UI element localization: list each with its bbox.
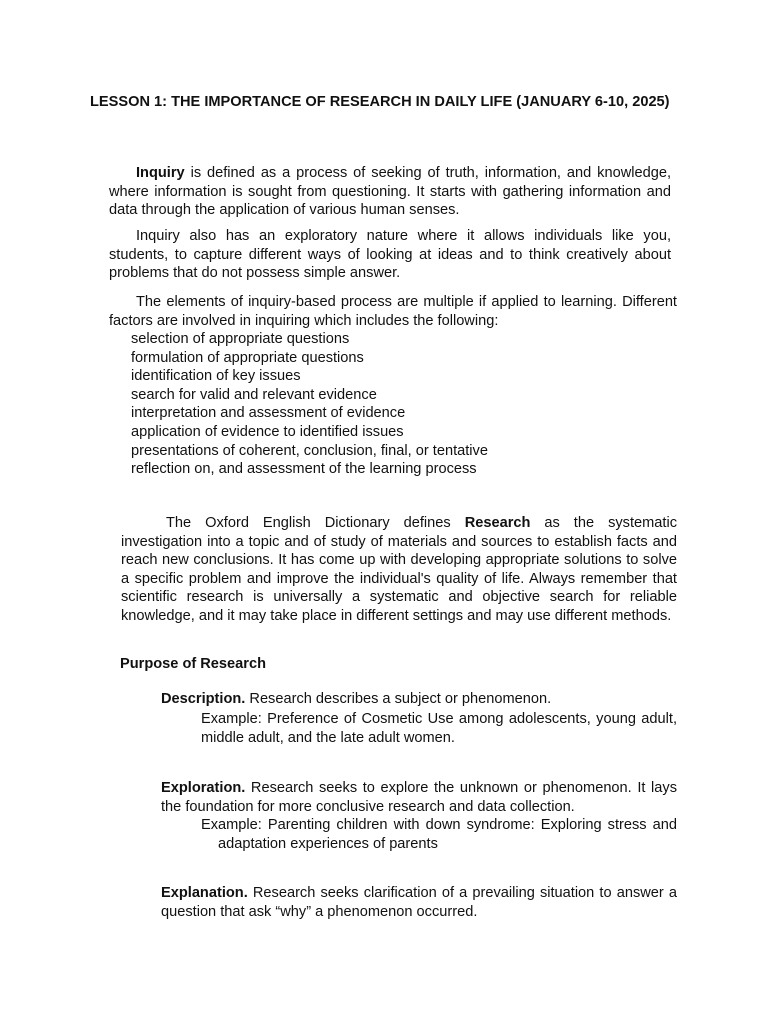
exploration-example [201, 816, 677, 853]
description-term: Description. [161, 691, 246, 707]
list-item: presentations of coherent, conclusion, final, or tentative [131, 442, 488, 459]
exploration-example-line1: Example: Parenting children with down syndrome: Exploring stress and [201, 817, 677, 833]
explanation-term: Explanation. [161, 885, 248, 901]
description-paragraph [161, 690, 677, 709]
exploration-text: Research seeks to explore the unknown or phenomenon. It lays the foundation for more conclusive research and data collection. [161, 780, 677, 815]
research-term: Research [464, 515, 531, 531]
list-item: selection of appropriate questions [131, 331, 350, 347]
inquiry-definition-paragraph [109, 164, 671, 220]
inquiry-term: Inquiry [136, 165, 185, 181]
exploration-paragraph [161, 779, 677, 816]
explanation-text: Research seeks clarification of a prevailing situation to answer a question that ask “why” a phenomenon occurred. [161, 885, 677, 920]
list-item: search for valid and relevant evidence [131, 386, 377, 403]
list-item: application of evidence to identified issues [131, 423, 404, 440]
description-example: Example: Preference of Cosmetic Use among adolescents, young adult, middle adult, and the late adult women. [201, 711, 677, 746]
research-text-after: as the systematic investigation into a topic and of study of materials and sources to establish facts and reach new conclusions. It has come up with developing appropriate solutions to solve a specific problem and improve the individual's quality of life. Always remember that scientific research is universally a systematic and objective search for reliable knowledge, and it may take place in different settings and may use different methods. [121, 515, 677, 624]
explanation-paragraph [161, 884, 677, 921]
list-item: formulation of appropriate questions [131, 349, 364, 366]
research-definition-paragraph [121, 514, 677, 626]
description-text: Research describes a subject or phenomenon. [245, 691, 552, 707]
inquiry-elements-list [131, 330, 676, 479]
list-item: interpretation and assessment of evidence [131, 405, 406, 422]
exploration-term: Exploration. [161, 780, 246, 796]
list-item: reflection on, and assessment of the learning process [131, 461, 477, 478]
exploration-example-line2: adaptation experiences of parents [218, 835, 438, 852]
research-text-before: The Oxford English Dictionary defines [166, 515, 465, 531]
inquiry-exploratory-paragraph: Inquiry also has an exploratory nature where it allows individuals like you, students, to capture different ways of looking at ideas and to think creatively about problems that do not possess simple answer. [109, 228, 671, 282]
purpose-heading: Purpose of Research [120, 656, 266, 672]
lesson-title: LESSON 1: THE IMPORTANCE OF RESEARCH IN DAILY LIFE (JANUARY 6-10, 2025) [90, 94, 670, 110]
inquiry-definition-text: is defined as a process of seeking of truth, information, and knowledge, where information is sought from questioning. It starts with gathering information and data through the application of various human senses. [109, 165, 671, 219]
list-item: identification of key issues [131, 368, 301, 385]
inquiry-elements-intro: The elements of inquiry-based process are multiple if applied to learning. Different factors are involved in inquiring which includes the following: [109, 294, 677, 329]
